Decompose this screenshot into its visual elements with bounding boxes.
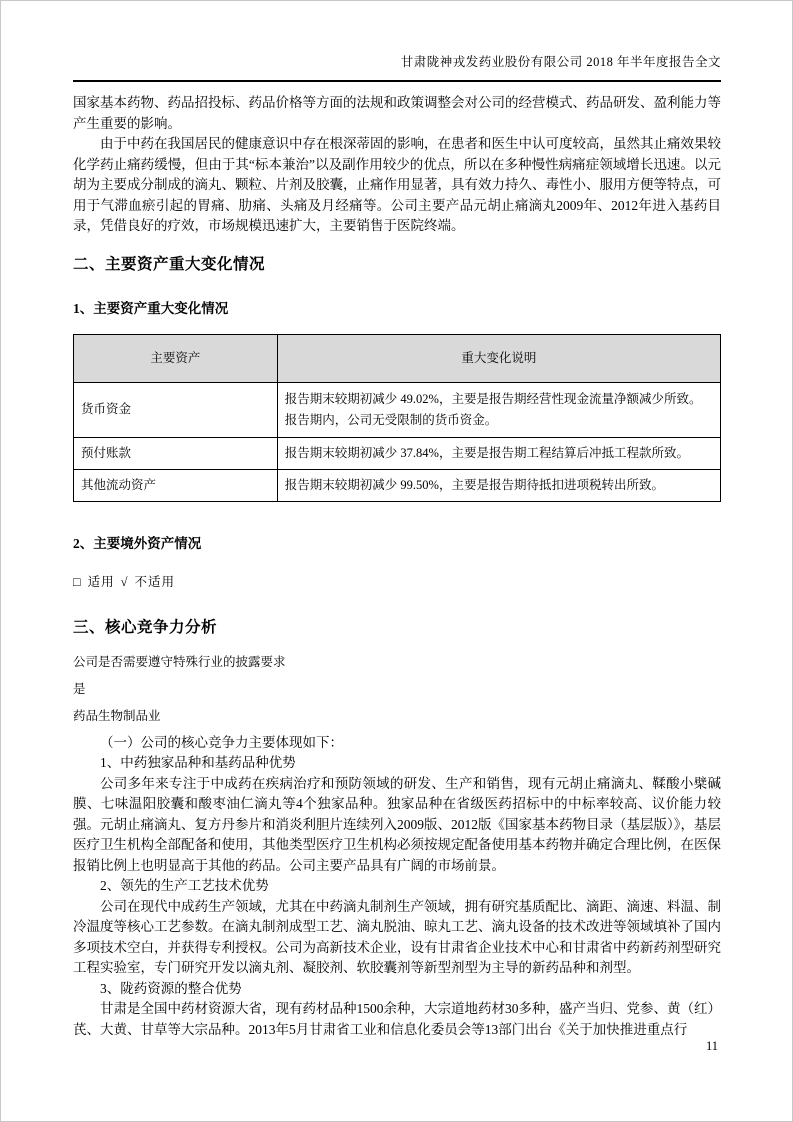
advantage-2-body: 公司在现代中成药生产领域，尤其在中药滴丸制剂生产领域，拥有研究基质配比、滴距、滴速、料温、制冷温度等核心工艺参数。在滴丸制剂成型工艺、滴丸脱油、晾丸工艺、滴丸设备的技术改进等领域填补了国内多项技术空白，并获得专利授权。公司为高新技术企业，设有甘肃省企业技术中心和甘肃省中药新药剂型研究工程实验室，专门研究开发以滴丸剂、凝胶剂、软胶囊剂等新型剂型为主导的新药品种和剂型。 — [73, 898, 721, 975]
table-header-change-description: 重大变化说明 — [277, 334, 720, 382]
table-row — [74, 437, 721, 469]
paragraph-tcm-market: 由于中药在我国居民的健康意识中存在根深蒂固的影响，在患者和医生中认可度较高，虽然其止痛效果较化学药止痛药缓慢，但由于其“标本兼治”以及副作用较少的优点，所以在多种慢性病痛症领域增长迅速。以元胡为主要成分制成的滴丸、颗粒、片剂及胶囊，止痛作用显著，具有效力持久、毒性小、服用方便等特点，可用于气滞血瘀引起的胃痛、肋痛、头痛及月经痛等。公司主要产品元胡止痛滴丸2009年、2012年进入基药目录，凭借良好的疗效，市场规模迅速扩大，主要销售于医院终端。 — [73, 136, 721, 233]
table-header-asset: 主要资产 — [74, 334, 278, 382]
paragraph-regulation-impact: 国家基本药物、药品招投标、药品价格等方面的法规和政策调整会对公司的经营模式、药品研发、盈利能力等产生重要的影响。 — [73, 95, 721, 131]
advantage-3-body: 甘肃是全国中药材资源大省，现有药材品种1500余种，大宗道地药材30多种，盛产当归、党参、黄（红）芪、大黄、甘草等大宗品种。2013年5月甘肃省工业和信息化委员会等13部门出台《关于加快推进重点行 — [73, 1001, 721, 1037]
section-heading-major-asset-changes: 二、主要资产重大变化情况 — [73, 255, 266, 273]
applicability-line — [73, 574, 721, 590]
disclosure-answer-line: 是 — [73, 681, 86, 696]
subsection-heading-overseas-assets: 2、主要境外资产情况 — [73, 535, 202, 551]
advantage-1-title: 1、中药独家品种和基药品种优势 — [100, 755, 296, 770]
section-heading-core-competitiveness: 三、核心竞争力分析 — [73, 618, 218, 636]
report-title: 甘肃陇神戎发药业股份有限公司 2018 年半年度报告全文 — [400, 55, 721, 69]
change-description-cell: 报告期末较期初减少 49.02%，主要是报告期经营性现金流量净额减少所致。报告期内，公司无受限制的货币资金。 — [277, 382, 720, 437]
asset-name-cell: 其他流动资产 — [74, 469, 278, 501]
page-header — [73, 53, 721, 71]
advantage-2-title: 2、领先的生产工艺技术优势 — [100, 878, 269, 893]
asset-name-cell: 预付账款 — [74, 437, 278, 469]
table-header-row — [74, 334, 721, 382]
checkbox-unchecked-icon: □ — [73, 574, 82, 589]
advantage-1-body: 公司多年来专注于中成药在疾病治疗和预防领域的研发、生产和销售，现有元胡止痛滴丸、鞣酸小檗碱膜、七味温阳胶囊和酸枣油仁滴丸等4个独家品种。独家品种在省级医药招标中的中标率较高、议价能力较强。元胡止痛滴丸、复方丹参片和消炎利胆片连续列入2009版、2012版《国家基本药物目录（基层版）》，基层医疗卫生机构全部配备和使用，其他类型医疗卫生机构必须按规定配备使用基本药物并确定合理比例，在医保报销比例上也明显高于其他的药品。公司主要产品具有广阔的市场前景。 — [73, 775, 721, 873]
applicable-label: 适用 — [87, 574, 115, 589]
header-rule — [73, 80, 721, 82]
table-row — [74, 382, 721, 437]
table-row — [74, 469, 721, 501]
major-assets-table — [73, 334, 721, 502]
page-number: 11 — [705, 1039, 718, 1053]
not-applicable-label: 不适用 — [134, 574, 175, 589]
asset-name-cell: 货币资金 — [74, 382, 278, 437]
disclosure-question-line: 公司是否需要遵守特殊行业的披露要求 — [73, 654, 286, 669]
change-description-cell: 报告期末较期初减少 99.50%，主要是报告期待抵扣进项税转出所致。 — [277, 469, 720, 501]
industry-category-line: 药品生物制品业 — [73, 708, 161, 723]
change-description-cell: 报告期末较期初减少 37.84%，主要是报告期工程结算后冲抵工程款所致。 — [277, 437, 720, 469]
advantage-3-title: 3、陇药资源的整合优势 — [100, 980, 242, 996]
subsection-heading-major-asset-changes: 1、主要资产重大变化情况 — [73, 300, 229, 316]
core-competitiveness-intro: （一）公司的核心竞争力主要体现如下： — [100, 734, 343, 750]
checkmark-icon: √ — [120, 574, 129, 589]
